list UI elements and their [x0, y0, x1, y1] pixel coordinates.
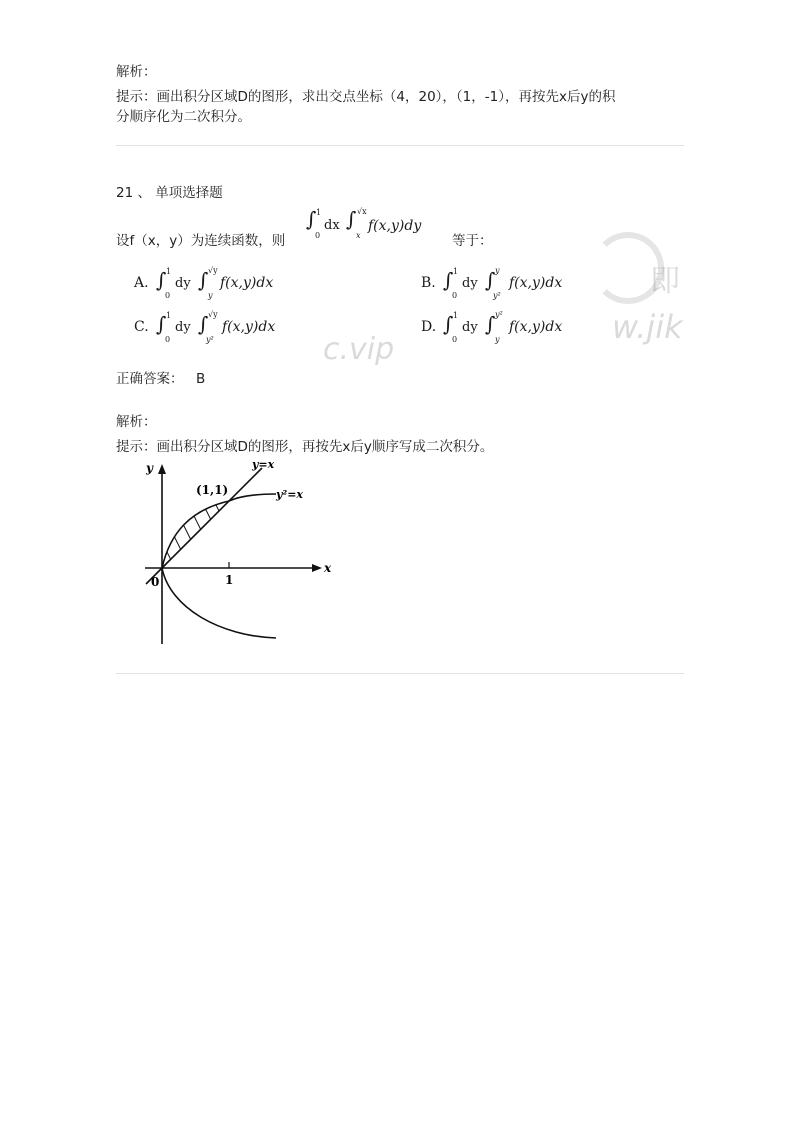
option-a-integrand: f(x,y)dx [220, 275, 274, 291]
divider-2 [116, 673, 684, 674]
divider-1 [116, 145, 684, 146]
integral-sign: ∫ [443, 312, 454, 336]
option-c-upper: √y [208, 310, 218, 319]
parabola-curve [162, 494, 276, 638]
option-d-integrand: f(x,y)dx [509, 319, 563, 335]
watermark-text-1: 即 [650, 264, 680, 299]
option-a-outer-upper: 1 [166, 267, 172, 276]
option-b-integrand: f(x,y)dx [509, 275, 563, 291]
x-axis-label: x [324, 561, 332, 575]
integral-sign: ∫ [306, 207, 317, 231]
option-c-outer-upper: 1 [166, 311, 172, 320]
stem-outer-var: dx [324, 218, 340, 233]
option-b-outer-var: dy [462, 276, 478, 291]
answer-label: 正确答案： [116, 371, 184, 387]
answer-value: B [196, 371, 206, 387]
option-d-outer-lower: 0 [452, 335, 458, 344]
integral-sign: ∫ [198, 312, 209, 336]
option-b-lower: y² [493, 291, 501, 300]
option-b[interactable] [421, 266, 611, 304]
hint-line-2: 分顺序化为二次积分。 [116, 109, 251, 125]
question-stem-suffix: 等于： [452, 233, 493, 249]
y-axis-arrow [158, 464, 166, 474]
integral-sign: ∫ [443, 268, 454, 292]
option-b-outer-upper: 1 [453, 267, 459, 276]
option-d-lower: y [495, 335, 500, 344]
option-letter: A. [134, 275, 149, 291]
hint-line-1: 提示：画出积分区域D的图形，求出交点坐标（4，20），（1，-1），再按先x后y的积 [116, 89, 616, 105]
integral-sign: ∫ [156, 268, 167, 292]
integral-sign: ∫ [485, 312, 496, 336]
analysis-label-2: 解析： [116, 414, 157, 430]
curve-label: y²=x [276, 488, 303, 501]
option-d[interactable] [421, 310, 611, 348]
tick-label-1: 1 [225, 573, 234, 587]
watermark-text-2: c.vip [323, 332, 395, 367]
origin-label: 0 [151, 575, 160, 589]
option-c-outer-var: dy [175, 320, 191, 335]
option-a-upper: √y [208, 266, 218, 275]
option-c[interactable] [134, 310, 324, 348]
stem-inner-lower: x [356, 231, 361, 240]
integral-sign: ∫ [485, 268, 496, 292]
stem-integrand: f(x,y)dy [368, 218, 422, 234]
analysis-label-1: 解析： [116, 64, 157, 80]
option-a-outer-var: dy [175, 276, 191, 291]
integral-sign: ∫ [156, 312, 167, 336]
option-a-outer-lower: 0 [165, 291, 171, 300]
stem-outer-lower: 0 [315, 231, 321, 240]
point-label: (1,1) [196, 483, 229, 497]
integral-sign: ∫ [346, 207, 357, 231]
integral-sign: ∫ [198, 268, 209, 292]
hint-2: 提示：画出积分区域D的图形，再按先x后y顺序写成二次积分。 [116, 439, 494, 455]
option-a-lower: y [208, 291, 213, 300]
option-b-outer-lower: 0 [452, 291, 458, 300]
option-a[interactable] [134, 266, 324, 304]
stem-inner-upper: √x [357, 207, 367, 216]
option-d-upper: y² [495, 310, 503, 319]
option-letter: D. [421, 319, 437, 335]
option-letter: C. [134, 319, 149, 335]
question-header: 21 、 单项选择题 [116, 185, 223, 201]
y-axis-label: y [146, 461, 153, 475]
option-letter: B. [421, 275, 436, 291]
option-b-upper: y [495, 266, 500, 275]
option-d-outer-var: dy [462, 320, 478, 335]
stem-outer-upper: 1 [316, 208, 322, 217]
option-c-lower: y² [206, 335, 214, 344]
question-stem-prefix: 设f（x，y）为连续函数，则 [116, 233, 286, 249]
option-d-outer-upper: 1 [453, 311, 459, 320]
stem-integral [306, 205, 446, 245]
x-axis-arrow [312, 564, 322, 572]
region-diagram [140, 458, 340, 648]
option-c-integrand: f(x,y)dx [222, 319, 276, 335]
option-c-outer-lower: 0 [165, 335, 171, 344]
line-label: y=x [252, 458, 275, 471]
watermark-text-3: w.jik [612, 308, 683, 346]
